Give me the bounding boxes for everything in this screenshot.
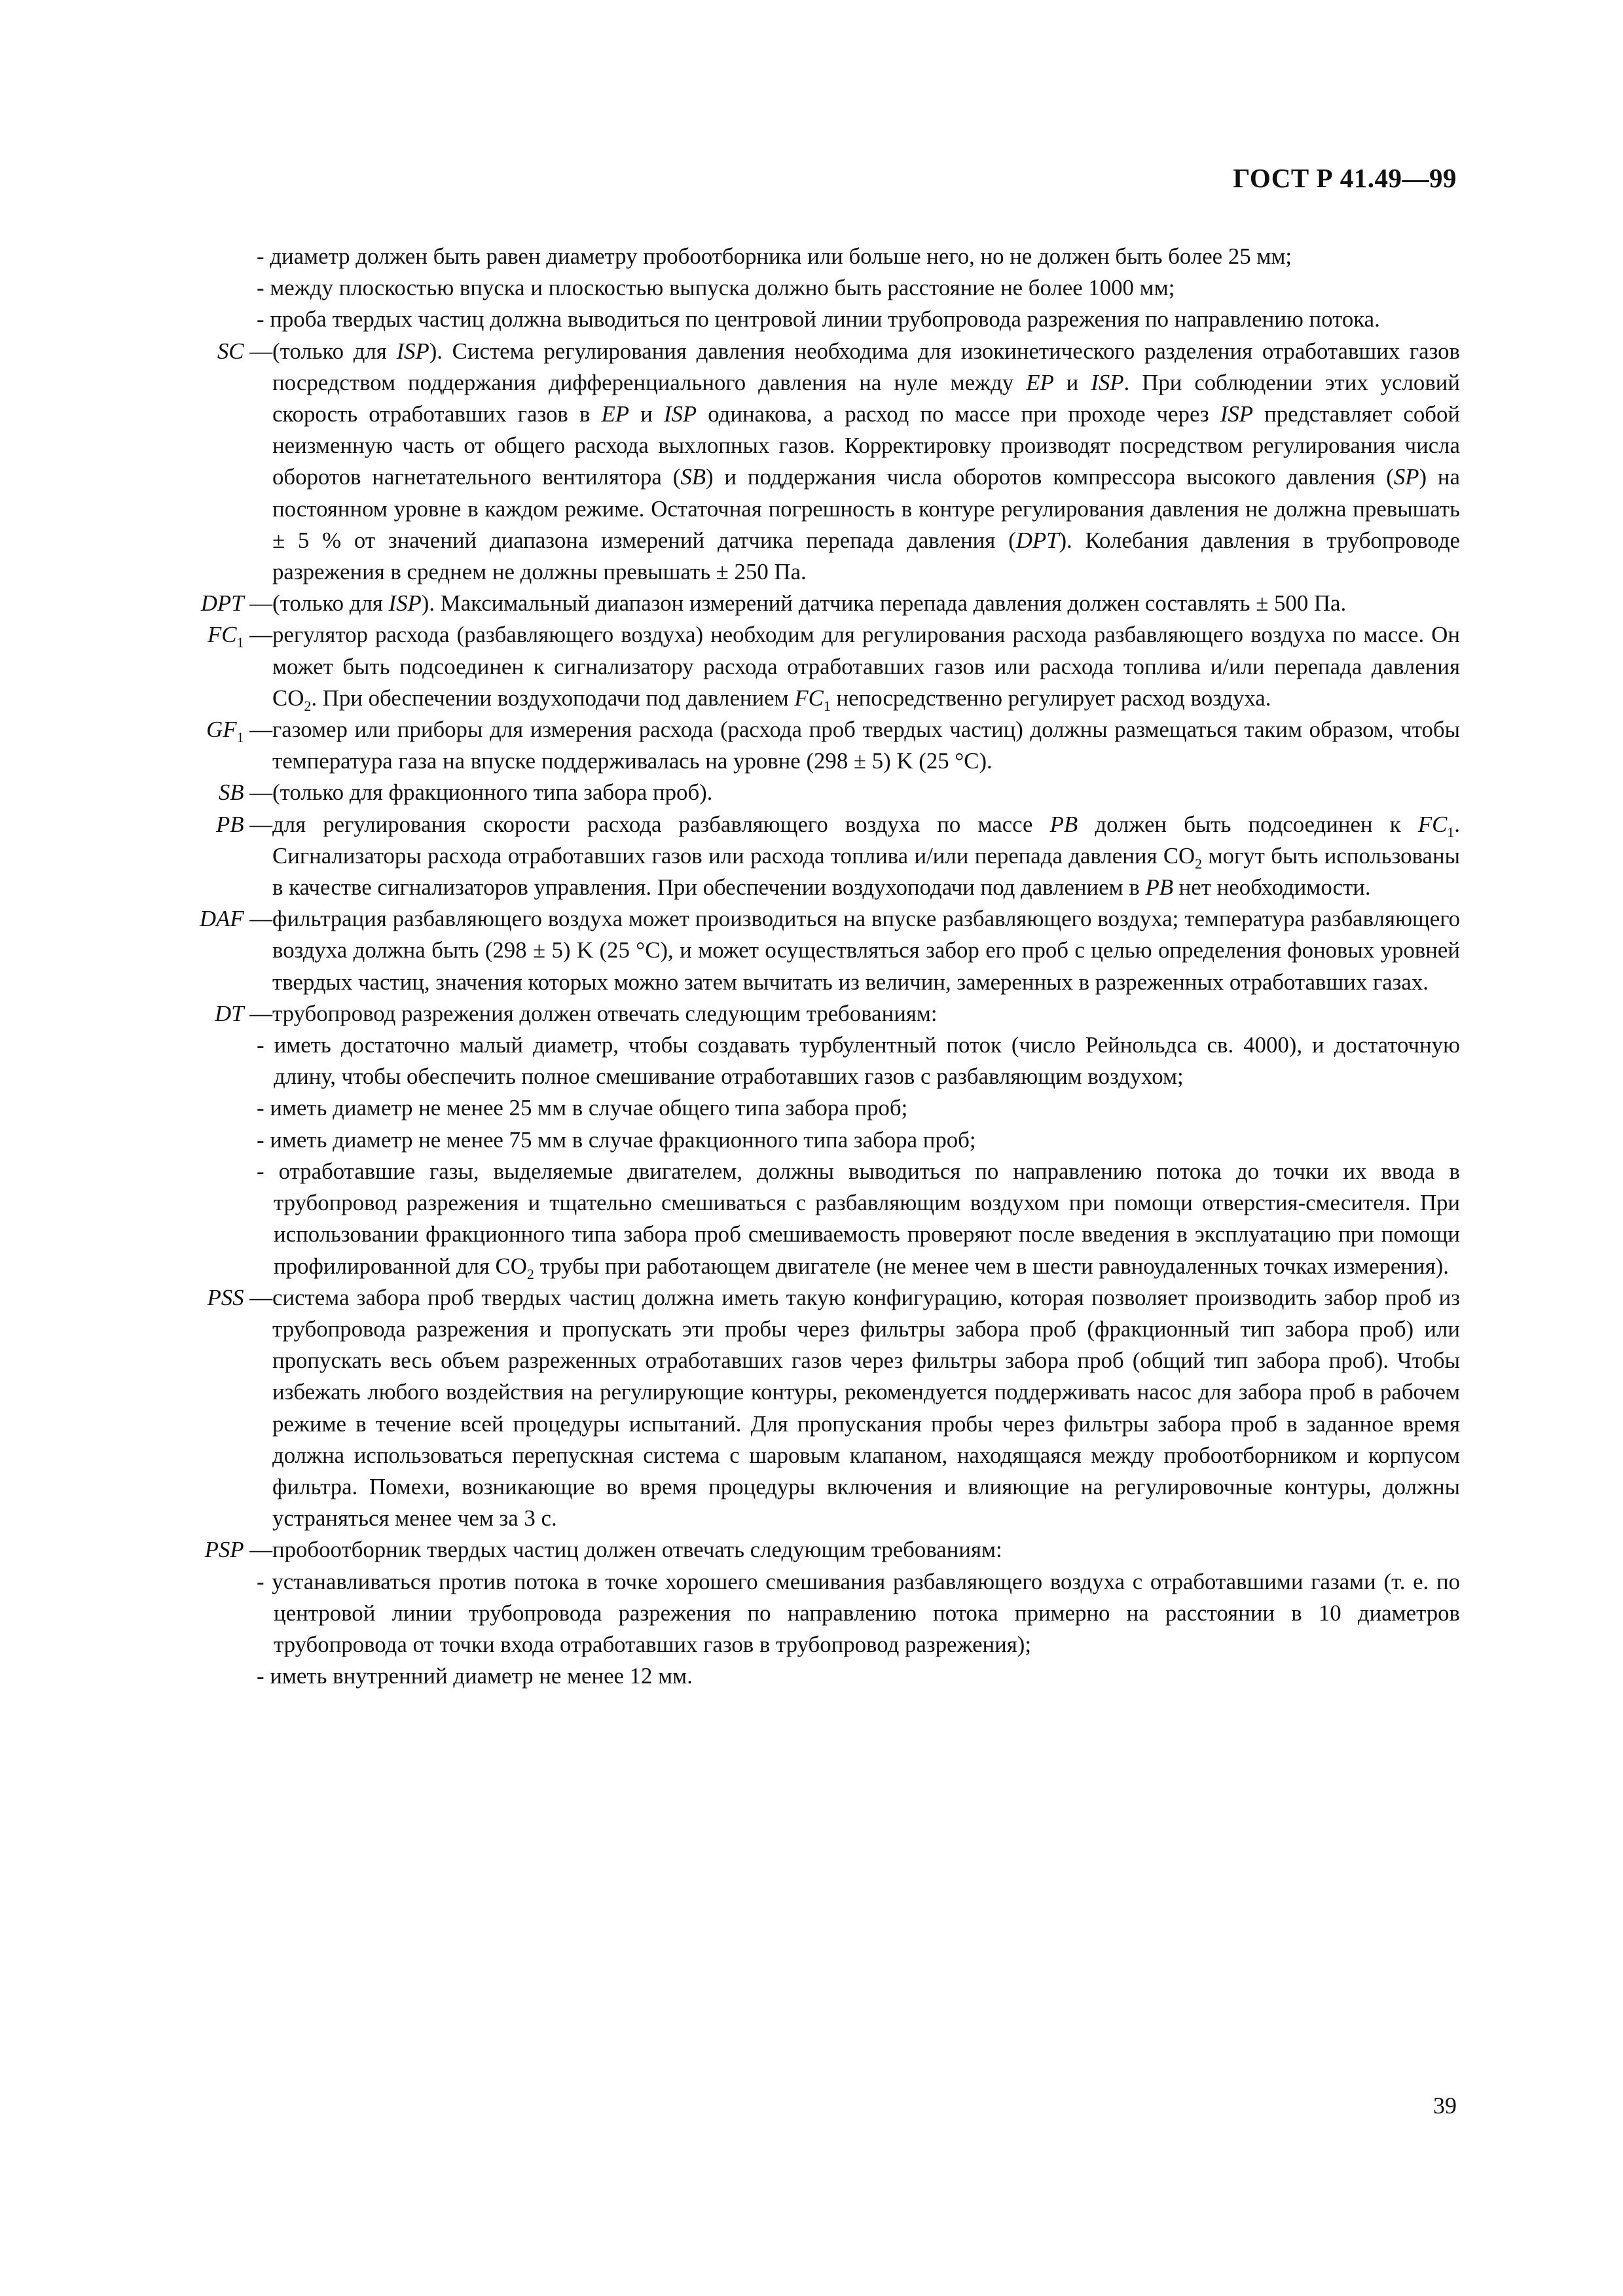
intro-bullet-1: - диаметр должен быть равен диаметру пробоотборника или больше него, но не должен быть более 25 мм; (257, 243, 1292, 269)
term-text: (только для (272, 338, 397, 364)
term-text: система забора проб твердых частиц должна иметь такую конфигурацию, которая позволяет производить забор проб из трубопровода разрежения и пропускать эти пробы через фильтры забора проб (фракционный тип забора проб) или пропускать весь объем разреженных отработавших газов через фильтры забора проб (общий тип забора проб). Чтобы избежать любого воздействия на регулирующие контуры, рекомендуется поддерживать насос для забора проб в рабочем режиме в течение всей процедуры испытаний. Для пропускания пробы через фильтры забора проб в заданное время должна использоваться перепускная система с шаровым клапаном, находящаяся между пробоотборником и корпусом фильтра. Помехи, возникающие во время процедуры включения и влияющие на регулировочные контуры, должны устраняться менее чем за 3 с. (272, 1284, 1460, 1532)
intro-bullet-2: - между плоскостью впуска и плоскостью выпуска должно быть расстояние не более 1000 мм; (257, 275, 1175, 301)
term-label-gf1: $GF_1$ — (206, 717, 272, 745)
term-daf (177, 903, 1460, 998)
document-body (177, 241, 1460, 1692)
term-label-pb: PB — (215, 811, 272, 837)
term-sb (177, 777, 1460, 808)
term-label-daf: DAF — (199, 906, 272, 932)
term-psp (177, 1534, 1460, 1566)
term-text: (только для (272, 590, 389, 617)
term-label-psp: PSP — (204, 1537, 272, 1563)
term-dpt: DPT — (только для ISP). Максимальный диапазон измерений датчика перепада давления должен составлять ± 500 Па. (177, 588, 1460, 619)
term-sc: SC — (только для ISP). Система регулирования давления необходима для изокинетического разделения отработавших газов посредством поддержания дифференциального давления на нуле между EP и ISP. При соблюдении этих условий скорость отработавших газов в EP и ISP одинакова, а расход по массе при проходе через ISP представляет собой неизменную часть от общего расхода выхлопных газов. Корректировку производят посредством регулирования числа оборотов нагнетательного вентилятора (SB) и поддержания числа оборотов компрессора высокого давления (SP) на постоянном уровне в каждом режиме. Остаточная погрешность в контуре регулирования давления не должна превышать ± 5 % от значений диапазона измерений датчика перепада давления (DPT). Колебания давления в трубопроводе разрежения в среднем не должны превышать ± 250 Па. (177, 336, 1460, 588)
dt-bullet-3: - иметь диаметр не менее 75 мм в случае фракционного типа забора проб; (257, 1126, 976, 1153)
term-label-sb: SB — (218, 780, 272, 806)
dt-bullet-1: - иметь достаточно малый диаметр, чтобы создавать турбулентный поток (число Рейнольдса св. 4000), и достаточную длину, чтобы обеспечить полное смешивание отработавших газов с разбавляющим воздухом; (257, 1032, 1460, 1090)
term-text: пробоотборник твердых частиц должен отвечать следующим требованиям: (272, 1537, 1002, 1563)
term-dt (177, 998, 1460, 1030)
term-text: для регулирования скорости расхода разбавляющего воздуха по массе (272, 811, 1050, 837)
term-text: (только для фракционного типа забора проб). (272, 780, 713, 806)
term-text: газомер или приборы для измерения расхода (расхода проб твердых частиц) должны размещаться таким образом, чтобы температура газа на впуске поддерживалась на уровне (298 ± 5) K (25 °C). (272, 717, 1460, 774)
psp-bullet-1: - устанавливаться против потока в точке хорошего смешивания разбавляющего воздуха с отработавшими газами (т. е. по центровой линии трубопровода разрежения по направлению потока примерно на расстоянии в 10 диаметров трубопровода от точки входа отработавших газов в трубопровод разрежения); (257, 1568, 1460, 1657)
term-label-sc: SC — (217, 338, 272, 364)
term-label-pss: PSS — (207, 1284, 272, 1310)
term-fc1: $FC_1$ — регулятор расхода (разбавляющего воздуха) необходим для регулирования расхода разбавляющего воздуха по массе. Он может быть подсоединен к сигнализатору расхода отработавших газов или расхода топлива и/или перепада давления $CO_2$. При обеспечении воздухоподачи под давлением $FC_1$ непосредственно регулирует расход воздуха. (177, 619, 1460, 714)
page-number: 39 (1433, 2092, 1457, 2119)
term-text: фильтрация разбавляющего воздуха может производиться на впуске разбавляющего воздуха; температура разбавляющего воздуха должна быть (298 ± 5) K (25 °C), и может осуществляться забор его проб с целью определения фоновых уровней твердых частиц, значения которых можно затем вычитать из величин, замеренных в разреженных отработавших газах. (272, 906, 1460, 995)
term-label-dpt: DPT — (200, 590, 272, 617)
dt-bullet-2: - иметь диаметр не менее 25 мм в случае общего типа забора проб; (257, 1095, 908, 1121)
document-header: ГОСТ Р 41.49—99 (1233, 163, 1457, 193)
term-pss (177, 1282, 1460, 1535)
term-label-dt: DT — (215, 1000, 272, 1026)
term-gf1 (177, 714, 1460, 777)
term-text: трубопровод разрежения должен отвечать следующим требованиям: (272, 1000, 938, 1026)
term-text: регулятор расхода (разбавляющего воздуха) необходим для регулирования расхода разбавляющего воздуха по массе. Он может быть подсоединен к сигнализатору расхода отработавших газов или расхода топлива и/или перепада давления CO (272, 622, 1460, 711)
psp-bullet-2: - иметь внутренний диаметр не менее 12 мм. (257, 1663, 693, 1689)
term-label-fc1: $FC_1$ — (208, 622, 272, 651)
intro-bullet-3: - проба твердых частиц должна выводиться по центровой линии трубопровода разрежения по направлению потока. (257, 306, 1380, 332)
term-pb: PB — для регулирования скорости расхода разбавляющего воздуха по массе PB должен быть подсоединен к $FC_1$. Сигнализаторы расхода отработавших газов или расхода топлива и/или перепада давления $CO_2$ могут быть использованы в качестве сигнализаторов управления. При обеспечении воздухоподачи под давлением в PB нет необходимости. (177, 809, 1460, 904)
dt-bullet-4: - отработавшие газы, выделяемые двигателем, должны выводиться по направлению потока до точки их ввода в трубопровод разрежения и тщательно смешиваться с разбавляющим воздухом при помощи отверстия-смесителя. При использовании фракционного типа забора проб смешиваемость проверяют после введения в эксплуатацию при помощи профилированной для $CO_2$ трубы при работающем двигателе (не менее чем в шести равноудаленных точках измерения). (257, 1158, 1460, 1282)
